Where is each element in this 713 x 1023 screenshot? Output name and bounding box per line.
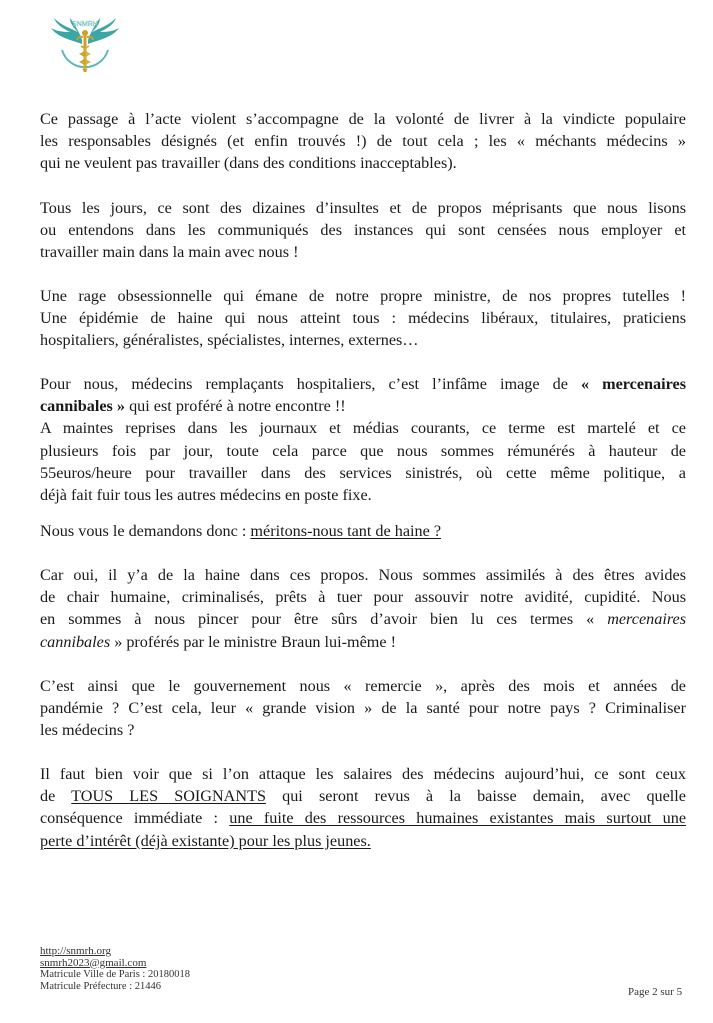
text-line: en sommes à nous pincer pour être sûrs d’avoir bien lu ces termes « mercenaires <box>40 610 686 629</box>
svg-text:SNMRH: SNMRH <box>72 21 98 28</box>
text-line: cannibales » qui est proféré à notre encontre !! <box>40 397 346 416</box>
text-line: de chair humaine, criminalisés, prêts à tuer pour assouvir notre avidité, cupidité. Nous <box>40 588 686 607</box>
text-line: hospitaliers, généralistes, spécialistes, internes, externes… <box>40 331 419 350</box>
paragraph-1 <box>40 108 686 175</box>
italic-term: cannibales <box>40 632 111 651</box>
text-line: A maintes reprises dans les journaux et médias courants, ce terme est martelé et ce <box>40 419 686 438</box>
paragraph-4 <box>40 373 686 506</box>
text-line: Il faut bien voir que si l’on attaque les salaires des médecins aujourd’hui, ce sont ceux <box>40 765 686 783</box>
text-line: cannibales » proférés par le ministre Braun lui-même ! <box>40 632 397 651</box>
text-line: Une épidémie de haine qui nous atteint tous : médecins libéraux, titulaires, praticiens <box>40 309 686 328</box>
paragraph-5 <box>40 520 686 542</box>
paragraph-7 <box>40 675 686 742</box>
matricule-prefecture: Matricule Préfecture : 21446 <box>40 980 161 992</box>
underlined-term: une fuite des ressources humaines existantes mais surtout une <box>229 809 687 828</box>
text-line: les médecins ? <box>40 721 135 740</box>
text-line: Pour nous, médecins remplaçants hospitaliers, c’est l’infâme image de « mercenaires <box>40 375 687 393</box>
text-line: travailler main dans la main avec nous ! <box>40 243 299 262</box>
paragraph-3 <box>40 285 686 352</box>
text-line: Une rage obsessionnelle qui émane de notre propre ministre, de nos propres tutelles ! <box>40 287 686 305</box>
paragraph-8 <box>40 763 686 852</box>
text-line <box>40 830 686 852</box>
footer <box>40 946 190 992</box>
paragraph-2 <box>40 197 686 264</box>
text-line: pandémie ? C’est cela, leur « grande vision » de la santé pour notre pays ? Criminaliser <box>40 699 686 718</box>
text-line: Nous vous le demandons donc : méritons-nous tant de haine ? <box>40 522 442 540</box>
snmrh-logo <box>48 10 122 78</box>
underlined-term: TOUS LES SOIGNANTS <box>71 787 266 806</box>
caduceus-winged-logo-icon <box>48 10 122 78</box>
text-line: 55euros/heure pour travailler dans des services sinistrés, où cette même politique, a <box>40 463 686 482</box>
matricule-ville: Matricule Ville de Paris : 20180018 <box>40 969 190 981</box>
paragraph-6 <box>40 564 686 653</box>
text-line: Tous les jours, ce sont des dizaines d’insultes et de propos méprisants que nous lisons <box>40 199 686 217</box>
text-line: conséquence immédiate : une fuite des ressources humaines existantes mais surtout une <box>40 809 687 828</box>
bold-term: « mercenaires <box>580 375 687 393</box>
text-line: plusieurs fois par jour, toute cela parce que nous sommes rémunérés à hauteur de <box>40 441 686 460</box>
text-line: qui ne veulent pas travailler (dans des conditions inacceptables). <box>40 154 457 173</box>
page-number: Page 2 sur 5 <box>628 986 683 998</box>
underlined-question: méritons-nous tant de haine ? <box>250 522 442 540</box>
underlined-term: perte d’intérêt (déjà existante) pour les plus jeunes. <box>40 831 371 850</box>
bold-term: cannibales » <box>40 397 126 416</box>
text-line: Ce passage à l’acte violent s’accompagne de la volonté de livrer à la vindicte populaire <box>40 110 686 128</box>
text-line: déjà fait fuir tous les autres médecins en poste fixe. <box>40 485 372 504</box>
text-line: Car oui, il y’a de la haine dans ces propos. Nous sommes assimilés à des êtres avides <box>40 566 686 584</box>
text-line: de TOUS LES SOIGNANTS qui seront revus à la baisse demain, avec quelle <box>40 787 686 806</box>
italic-term: mercenaires <box>607 610 686 629</box>
website-link[interactable]: http://snmrh.org <box>40 945 111 957</box>
text-line: les responsables désignés (et enfin trouvés !) de tout cela ; les « méchants médecins » <box>40 132 686 151</box>
text-line: C’est ainsi que le gouvernement nous « remercie », après des mois et années de <box>40 677 686 695</box>
text-line: ou entendons dans les communiqués des instances qui sont censées nous employer et <box>40 221 686 240</box>
email-link[interactable]: snmrh2023@gmail.com <box>40 956 147 969</box>
